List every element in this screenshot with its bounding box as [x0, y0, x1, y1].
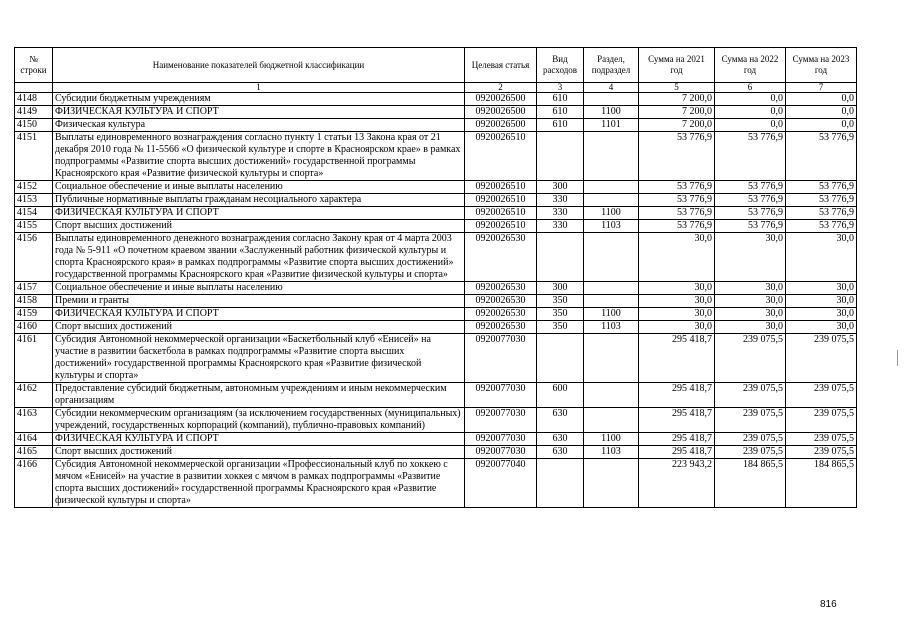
row-sum-2023: 53 776,9: [786, 181, 857, 194]
row-sum-2022: 30,0: [715, 233, 786, 282]
row-name: Субсидии некоммерческим организациям (за исключением государственных (муниципальных) учреждений, государственных корпораций (компаний), публично-правовых компаний): [53, 408, 465, 433]
row-name: Физическая культура: [53, 119, 465, 132]
row-sum-2021: 53 776,9: [639, 207, 715, 220]
row-number: 4163: [15, 408, 53, 433]
table-row: [15, 459, 857, 508]
row-sum-2022: 239 075,5: [715, 383, 786, 408]
column-number: 7: [786, 83, 857, 93]
row-sum-2023: 30,0: [786, 282, 857, 295]
row-sum-2021: 30,0: [639, 295, 715, 308]
row-sum-2023: 239 075,5: [786, 433, 857, 446]
row-sum-2021: 53 776,9: [639, 132, 715, 181]
row-sum-2023: 239 075,5: [786, 408, 857, 433]
row-sum-2021: 7 200,0: [639, 93, 715, 106]
row-number: 4154: [15, 207, 53, 220]
row-target: 0920077030: [465, 408, 537, 433]
row-sum-2022: 0,0: [715, 106, 786, 119]
row-number: 4159: [15, 308, 53, 321]
row-number: 4152: [15, 181, 53, 194]
column-number: 1: [53, 83, 465, 93]
row-sum-2022: 53 776,9: [715, 181, 786, 194]
row-section: [584, 295, 639, 308]
row-sum-2022: 239 075,5: [715, 334, 786, 383]
row-number: 4166: [15, 459, 53, 508]
row-section: 1101: [584, 119, 639, 132]
row-sum-2021: 7 200,0: [639, 106, 715, 119]
row-number: 4151: [15, 132, 53, 181]
row-section: 1100: [584, 106, 639, 119]
row-name: ФИЗИЧЕСКАЯ КУЛЬТУРА И СПОРТ: [53, 106, 465, 119]
table-row: [15, 308, 857, 321]
table-row: [15, 334, 857, 383]
row-section: [584, 93, 639, 106]
row-name: Субсидия Автономной некоммерческой организации «Профессиональный клуб по хоккею с мячом «Енисей» на участие в развитии хоккея с мячом в рамках подпрограммы «Развитие спорта высших достижений» государственной программы Красноярского края «Развитие физической культуры и спорта»: [53, 459, 465, 508]
column-number: [15, 83, 53, 93]
row-target: 0920077040: [465, 459, 537, 508]
page-number: 816: [820, 599, 837, 610]
row-sum-2022: 53 776,9: [715, 220, 786, 233]
row-name: Субсидия Автономной некоммерческой организации «Баскетбольный клуб «Енисей» на участие в развитии баскетбола в рамках подпрограммы «Развитие спорта высших достижений» государственной программы Красноярского края «Развитие физической культуры и спорта»: [53, 334, 465, 383]
row-sum-2021: 295 418,7: [639, 383, 715, 408]
row-target: 0920077030: [465, 446, 537, 459]
table-body: [15, 93, 857, 508]
row-sum-2021: 53 776,9: [639, 220, 715, 233]
row-number: 4148: [15, 93, 53, 106]
row-name: Спорт высших достижений: [53, 446, 465, 459]
row-number: 4156: [15, 233, 53, 282]
row-target: 0920026510: [465, 194, 537, 207]
row-sum-2022: 53 776,9: [715, 132, 786, 181]
row-kind: [537, 233, 584, 282]
header-sum-2022: Сумма на 2022 год: [715, 48, 786, 83]
column-number: 5: [639, 83, 715, 93]
row-sum-2023: 30,0: [786, 295, 857, 308]
row-sum-2023: 239 075,5: [786, 446, 857, 459]
row-kind: 350: [537, 295, 584, 308]
row-sum-2022: 184 865,5: [715, 459, 786, 508]
row-sum-2022: 0,0: [715, 119, 786, 132]
row-section: [584, 334, 639, 383]
row-sum-2023: 0,0: [786, 106, 857, 119]
row-target: 0920026510: [465, 207, 537, 220]
column-number: 4: [584, 83, 639, 93]
table-row: [15, 295, 857, 308]
row-kind: 610: [537, 93, 584, 106]
row-section: [584, 194, 639, 207]
row-kind: 330: [537, 194, 584, 207]
row-sum-2021: 295 418,7: [639, 408, 715, 433]
row-target: 0920026510: [465, 181, 537, 194]
row-kind: [537, 334, 584, 383]
row-section: 1103: [584, 446, 639, 459]
row-target: 0920026510: [465, 132, 537, 181]
table-row: [15, 282, 857, 295]
row-sum-2021: 295 418,7: [639, 334, 715, 383]
row-target: 0920026530: [465, 321, 537, 334]
row-number: 4164: [15, 433, 53, 446]
row-kind: 330: [537, 220, 584, 233]
row-section: [584, 181, 639, 194]
row-sum-2021: 30,0: [639, 308, 715, 321]
margin-mark: [897, 350, 898, 366]
header-target: Целевая статья: [465, 48, 537, 83]
row-sum-2021: 30,0: [639, 321, 715, 334]
row-number: 4150: [15, 119, 53, 132]
row-kind: 300: [537, 181, 584, 194]
column-number-row: [15, 83, 857, 93]
row-sum-2023: 239 075,5: [786, 334, 857, 383]
row-section: 1100: [584, 308, 639, 321]
row-sum-2023: 0,0: [786, 119, 857, 132]
header-name: Наименование показателей бюджетной классификации: [53, 48, 465, 83]
row-sum-2021: 53 776,9: [639, 181, 715, 194]
table-row: [15, 207, 857, 220]
row-section: 1100: [584, 207, 639, 220]
table-row: [15, 119, 857, 132]
row-target: 0920026500: [465, 106, 537, 119]
row-target: 0920026510: [465, 220, 537, 233]
row-section: [584, 408, 639, 433]
column-number: 3: [537, 83, 584, 93]
row-name: Выплаты единовременного вознаграждения согласно пункту 1 статьи 13 Закона края от 21 декабря 2010 года № 11-5566 «О физической культуре и спорте в Красноярском крае» в рамках подпрограммы «Развитие спорта высших достижений» государственной программы Красноярского края «Развитие физической культуры и спорта»: [53, 132, 465, 181]
row-sum-2022: 30,0: [715, 295, 786, 308]
budget-table-container: [14, 47, 856, 508]
table-row: [15, 93, 857, 106]
row-name: Субсидии бюджетным учреждениям: [53, 93, 465, 106]
row-section: [584, 282, 639, 295]
row-sum-2023: 30,0: [786, 321, 857, 334]
row-kind: 600: [537, 383, 584, 408]
row-name: Выплаты единовременного денежного вознаграждения согласно Закону края от 4 марта 2003 года № 5-911 «О почетном краевом звании «Заслуженный работник физической культуры и спорта Красноярского края» в рамках подпрограммы «Развитие спорта высших достижений» государственной программы Красноярского края «Развитие физической культуры и спорта»: [53, 233, 465, 282]
row-kind: 610: [537, 106, 584, 119]
row-sum-2022: 53 776,9: [715, 207, 786, 220]
row-kind: [537, 459, 584, 508]
row-sum-2021: 295 418,7: [639, 433, 715, 446]
header-row-no: № строки: [15, 48, 53, 83]
row-kind: 330: [537, 207, 584, 220]
row-section: [584, 383, 639, 408]
row-target: 0920077030: [465, 433, 537, 446]
header-sum-2021: Сумма на 2021 год: [639, 48, 715, 83]
row-sum-2021: 53 776,9: [639, 194, 715, 207]
row-sum-2023: 239 075,5: [786, 383, 857, 408]
row-sum-2022: 30,0: [715, 321, 786, 334]
row-sum-2023: 53 776,9: [786, 132, 857, 181]
table-row: [15, 383, 857, 408]
row-target: 0920077030: [465, 383, 537, 408]
row-target: 0920026530: [465, 233, 537, 282]
row-number: 4160: [15, 321, 53, 334]
row-kind: 630: [537, 446, 584, 459]
row-name: Предоставление субсидий бюджетным, автономным учреждениям и иным некоммерческим организациям: [53, 383, 465, 408]
table-row: [15, 106, 857, 119]
row-number: 4165: [15, 446, 53, 459]
table-row: [15, 408, 857, 433]
table-row: [15, 132, 857, 181]
row-name: ФИЗИЧЕСКАЯ КУЛЬТУРА И СПОРТ: [53, 433, 465, 446]
row-sum-2021: 7 200,0: [639, 119, 715, 132]
row-target: 0920077030: [465, 334, 537, 383]
row-sum-2023: 53 776,9: [786, 194, 857, 207]
row-sum-2021: 30,0: [639, 233, 715, 282]
row-section: 1103: [584, 220, 639, 233]
row-sum-2021: 30,0: [639, 282, 715, 295]
row-name: ФИЗИЧЕСКАЯ КУЛЬТУРА И СПОРТ: [53, 308, 465, 321]
row-number: 4149: [15, 106, 53, 119]
row-section: [584, 132, 639, 181]
table-row: [15, 446, 857, 459]
row-kind: 630: [537, 433, 584, 446]
row-kind: 350: [537, 308, 584, 321]
row-sum-2023: 30,0: [786, 233, 857, 282]
row-number: 4162: [15, 383, 53, 408]
row-sum-2021: 295 418,7: [639, 446, 715, 459]
row-kind: [537, 132, 584, 181]
row-number: 4153: [15, 194, 53, 207]
row-name: Премии и гранты: [53, 295, 465, 308]
row-sum-2022: 30,0: [715, 308, 786, 321]
row-number: 4158: [15, 295, 53, 308]
column-number: 2: [465, 83, 537, 93]
table-row: [15, 433, 857, 446]
row-target: 0920026500: [465, 119, 537, 132]
row-target: 0920026530: [465, 308, 537, 321]
row-kind: 300: [537, 282, 584, 295]
row-section: 1100: [584, 433, 639, 446]
row-number: 4161: [15, 334, 53, 383]
header-section: Раздел, подраздел: [584, 48, 639, 83]
row-section: [584, 233, 639, 282]
budget-table: [14, 47, 857, 508]
row-name: Спорт высших достижений: [53, 220, 465, 233]
row-sum-2022: 53 776,9: [715, 194, 786, 207]
row-target: 0920026530: [465, 295, 537, 308]
row-section: 1103: [584, 321, 639, 334]
row-sum-2022: 239 075,5: [715, 446, 786, 459]
row-target: 0920026500: [465, 93, 537, 106]
row-sum-2023: 53 776,9: [786, 207, 857, 220]
row-sum-2022: 239 075,5: [715, 408, 786, 433]
table-row: [15, 220, 857, 233]
row-name: Публичные нормативные выплаты гражданам несоциального характера: [53, 194, 465, 207]
column-number: 6: [715, 83, 786, 93]
table-row: [15, 233, 857, 282]
row-sum-2022: 0,0: [715, 93, 786, 106]
row-sum-2023: 184 865,5: [786, 459, 857, 508]
row-target: 0920026530: [465, 282, 537, 295]
row-sum-2022: 239 075,5: [715, 433, 786, 446]
row-number: 4157: [15, 282, 53, 295]
row-sum-2023: 0,0: [786, 93, 857, 106]
row-kind: 350: [537, 321, 584, 334]
header-kind: Вид расходов: [537, 48, 584, 83]
row-kind: 610: [537, 119, 584, 132]
row-name: Спорт высших достижений: [53, 321, 465, 334]
row-kind: 630: [537, 408, 584, 433]
table-row: [15, 181, 857, 194]
row-sum-2023: 53 776,9: [786, 220, 857, 233]
row-sum-2023: 30,0: [786, 308, 857, 321]
row-name: Социальное обеспечение и иные выплаты населению: [53, 282, 465, 295]
header-row: [15, 48, 857, 83]
table-row: [15, 194, 857, 207]
row-sum-2022: 30,0: [715, 282, 786, 295]
row-number: 4155: [15, 220, 53, 233]
row-name: Социальное обеспечение и иные выплаты населению: [53, 181, 465, 194]
row-name: ФИЗИЧЕСКАЯ КУЛЬТУРА И СПОРТ: [53, 207, 465, 220]
table-row: [15, 321, 857, 334]
header-sum-2023: Сумма на 2023 год: [786, 48, 857, 83]
row-sum-2021: 223 943,2: [639, 459, 715, 508]
row-section: [584, 459, 639, 508]
